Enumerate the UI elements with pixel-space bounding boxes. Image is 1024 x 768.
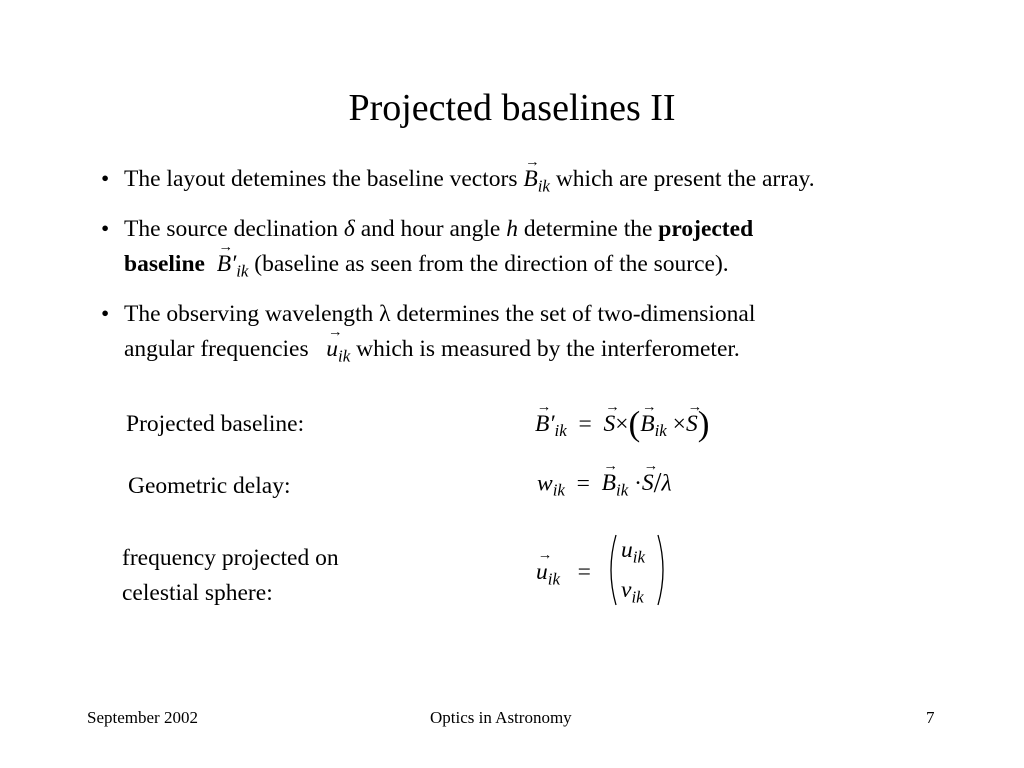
- delay-symbol: w: [537, 470, 553, 497]
- bullet-text: determine the: [523, 216, 653, 242]
- open-paren: (: [628, 404, 641, 443]
- projected-baseline-symbol: [211, 251, 249, 281]
- bullet-text: The layout detemines the baseline vectors: [124, 166, 518, 192]
- dot-product-sign: ·: [634, 470, 642, 497]
- equals-sign: =: [576, 470, 590, 497]
- frequency-equation-lhs: [536, 555, 591, 590]
- vector-component-v: [621, 577, 644, 607]
- slide-title: Projected baselines II: [348, 87, 676, 129]
- equals-sign: =: [578, 410, 592, 437]
- subscript: ik: [236, 261, 249, 281]
- subscript: ik: [631, 587, 644, 607]
- vector-arrow: → B′: [217, 247, 237, 282]
- vector-arrow: → B: [523, 162, 537, 197]
- bullet-text: which is measured by the interferometer.: [356, 336, 740, 362]
- bullet-marker: •: [101, 166, 110, 192]
- equals-sign: =: [577, 559, 591, 585]
- baseline-vector-symbol: [523, 166, 550, 196]
- geometric-delay-equation: [537, 466, 672, 501]
- bullet-wavelength: [100, 297, 980, 367]
- projected-baseline-equation: [535, 406, 709, 442]
- subscript: ik: [632, 547, 645, 567]
- vector-arrow: → B: [640, 407, 654, 442]
- projected-baseline-label: Projected baseline:: [126, 411, 305, 437]
- footer-course-title: Optics in Astronomy: [430, 708, 572, 727]
- subscript: ik: [338, 346, 351, 366]
- geometric-delay-label: Geometric delay:: [128, 473, 291, 499]
- vector-arrow: → B: [602, 466, 616, 501]
- subscript: ik: [547, 569, 560, 589]
- footer-page-number: 7: [926, 708, 935, 727]
- bullet-marker: •: [101, 216, 110, 242]
- bullet-text: (baseline as seen from the direction of the source).: [254, 251, 729, 277]
- v-symbol: v: [621, 577, 632, 603]
- bullet-baseline-vectors: [100, 162, 980, 197]
- frequency-label-line2: celestial sphere:: [122, 580, 273, 606]
- hour-angle-symbol: h: [506, 216, 518, 242]
- delta-symbol: δ: [343, 216, 355, 242]
- bullet-marker: •: [101, 301, 110, 327]
- u-symbol: u: [621, 537, 633, 563]
- cross-product-sign: ×: [615, 410, 629, 437]
- vector-arrow: → u: [536, 555, 548, 590]
- frequency-vector-symbol: [315, 336, 351, 366]
- vector-arrow: → u: [326, 332, 338, 367]
- bold-term: projected: [658, 216, 754, 242]
- bullet-text: and hour angle: [360, 216, 501, 242]
- lambda-symbol: λ: [661, 470, 672, 497]
- bullet-text: The source declination: [124, 216, 339, 242]
- subscript: ik: [616, 480, 629, 500]
- bullet-projected-baseline: [100, 212, 980, 282]
- lambda-symbol: λ: [379, 301, 391, 327]
- subscript: ik: [554, 421, 567, 441]
- vector-arrow: → S: [603, 407, 615, 442]
- vector-arrow: → S: [686, 407, 698, 442]
- bullet-text: angular frequencies: [124, 336, 309, 362]
- vector-component-u: [621, 537, 645, 567]
- bold-term: baseline: [124, 251, 205, 277]
- division-slash: /: [653, 468, 662, 499]
- bullet-text: which are present the array.: [555, 166, 815, 192]
- bullet-text: determines the set of two-dimensional: [396, 301, 756, 327]
- cross-product-sign: ×: [672, 410, 686, 437]
- column-vector: [607, 533, 667, 607]
- frequency-label-line1: frequency projected on: [122, 545, 339, 571]
- bullet-text: The observing wavelength: [124, 301, 374, 327]
- subscript: ik: [537, 176, 550, 196]
- bullet-list: [100, 162, 980, 382]
- subscript: ik: [552, 480, 565, 500]
- vector-arrow: → S: [642, 466, 654, 501]
- vector-arrow: → B′: [535, 407, 555, 442]
- subscript: ik: [654, 421, 667, 441]
- close-paren: ): [697, 404, 710, 443]
- footer-date: September 2002: [87, 708, 198, 727]
